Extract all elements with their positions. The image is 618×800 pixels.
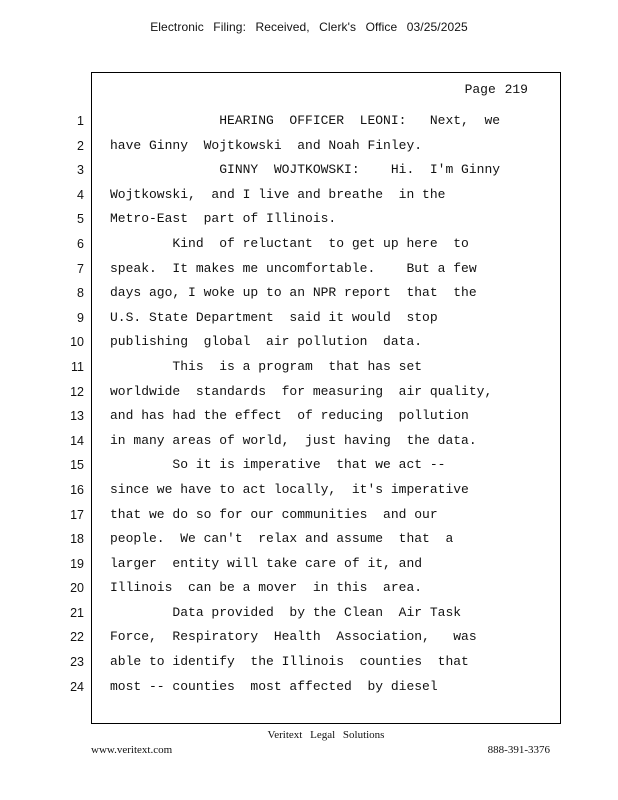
transcript-line: So it is imperative that we act --	[110, 457, 446, 473]
transcript-line: Wojtkowski, and I live and breathe in the	[110, 186, 446, 202]
line-number: 7	[77, 261, 84, 276]
line-number: 18	[70, 532, 84, 547]
transcript-line: Metro-East part of Illinois.	[110, 211, 337, 227]
line-number: 10	[70, 335, 84, 350]
line-number: 16	[70, 482, 84, 497]
line-number: 12	[70, 384, 84, 399]
transcript-line: HEARING OFFICER LEONI: Next, we	[110, 113, 501, 128]
line-number: 1	[77, 114, 84, 128]
transcript-line: worldwide standards for measuring air quality,	[110, 383, 493, 399]
line-number: 8	[77, 286, 84, 301]
footer-company-name: Veritext Legal Solutions	[267, 729, 385, 741]
transcript-line: Data provided by the Clean Air Task	[110, 604, 462, 620]
transcript-line: that we do so for our communities and our	[110, 506, 438, 522]
line-number: 17	[70, 507, 84, 522]
line-number: 21	[70, 605, 84, 620]
footer-website: www.veritext.com	[91, 744, 173, 756]
line-number: 22	[70, 630, 84, 645]
line-number: 13	[70, 409, 84, 424]
line-number: 15	[70, 458, 84, 473]
transcript-line: U.S. State Department said it would stop	[110, 309, 438, 325]
line-number: 3	[77, 163, 84, 178]
line-number: 4	[77, 187, 84, 202]
line-number: 24	[70, 679, 84, 694]
line-number: 20	[70, 581, 84, 596]
line-number: 19	[70, 556, 84, 571]
transcript-line: Force, Respiratory Health Association, was	[110, 629, 477, 645]
page-number: Page 219	[464, 82, 528, 97]
transcript-line: in many areas of world, just having the data.	[110, 432, 477, 448]
transcript-line: publishing global air pollution data.	[110, 334, 423, 350]
transcript-line: have Ginny Wojtkowski and Noah Finley.	[110, 137, 423, 153]
line-number: 11	[71, 359, 84, 374]
transcript-line: Kind of reluctant to get up here to	[110, 235, 469, 251]
filing-stamp-header: Electronic Filing: Received, Clerk's Office 03/25/2025	[150, 20, 468, 34]
line-number: 23	[70, 655, 84, 670]
transcript-line: people. We can't relax and assume that a	[110, 531, 454, 547]
line-number: 14	[70, 433, 84, 448]
transcript-line: speak. It makes me uncomfortable. But a few	[110, 260, 477, 276]
line-number: 6	[77, 236, 84, 251]
line-number: 5	[77, 212, 84, 227]
transcript-line: and has had the effect of reducing pollution	[110, 408, 469, 424]
transcript-line: This is a program that has set	[110, 358, 423, 374]
transcript-line: since we have to act locally, it's imperative	[110, 481, 469, 497]
transcript-line: most -- counties most affected by diesel	[110, 678, 438, 694]
line-number-column	[62, 113, 84, 703]
line-number: 9	[77, 310, 84, 325]
transcript-line: Illinois can be a mover in this area.	[110, 580, 423, 596]
footer-phone-number: 888-391-3376	[487, 744, 550, 756]
transcript-line: GINNY WOJTKOWSKI: Hi. I'm Ginny	[110, 162, 501, 178]
line-number: 2	[77, 138, 84, 153]
transcript-line: able to identify the Illinois counties that	[110, 654, 469, 670]
transcript-line: larger entity will take care of it, and	[110, 555, 423, 571]
transcript-line: days ago, I woke up to an NPR report that the	[110, 285, 477, 301]
transcript-text	[110, 113, 550, 703]
